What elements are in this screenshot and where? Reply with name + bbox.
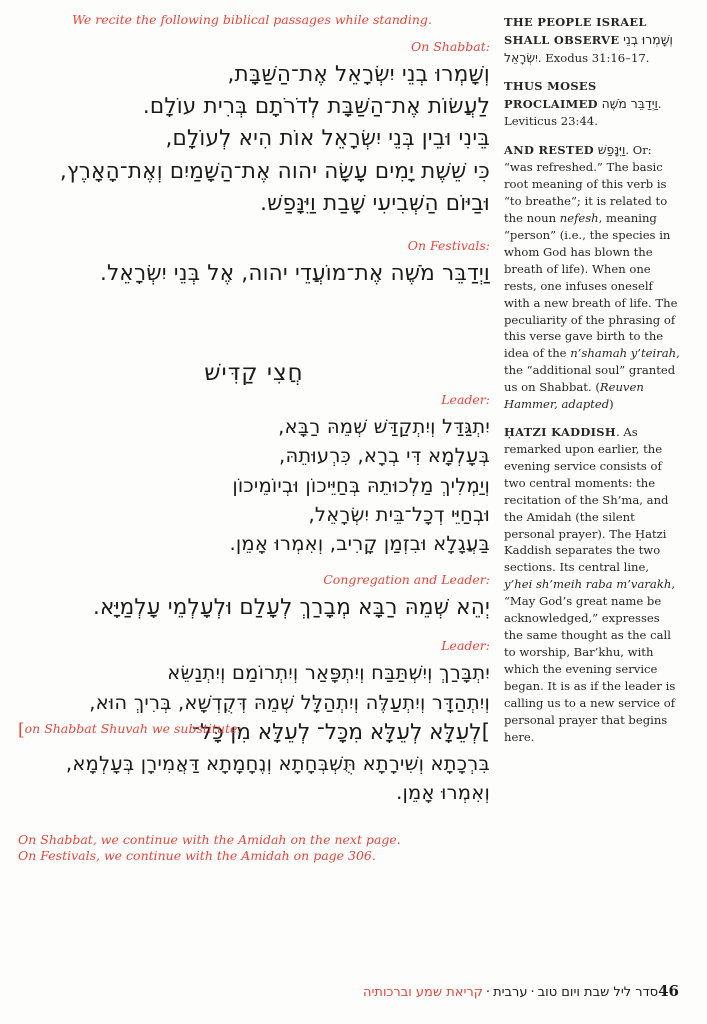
commentary-body: . Or: “was refreshed.” The basic root meaning of this verb is “to breathe”; it is related to the noun — [504, 143, 668, 225]
hebrew-line: בְּעָלְמָא דִּי בְרָא, כִּרְעוּתֵהּ, — [279, 444, 490, 468]
substitution-note-text: on Shabbat Shuvah we substitute: — [24, 720, 242, 736]
commentary-lemma: THUS MOSES PROCLAIMED — [504, 79, 598, 112]
footer-separator: · — [485, 985, 491, 1000]
substitution-hebrew-main: לְעֵלָּא מִן כָּל־ — [192, 719, 311, 745]
footer-separator: · — [530, 985, 535, 1000]
page-number: 46 — [658, 982, 679, 1000]
commentary-italic: n’shamah y’teirah — [570, 346, 677, 361]
rubric-on-festivals: On Festivals: — [407, 238, 490, 253]
hebrew-line: לַעֲשׂוֹת אֶת־הַשַּׁבָּת לְדֹרֹתָם בְּרִית עוֹלָם. — [142, 94, 490, 119]
hebrew-line: יִתְגַּדַּל וְיִתְקַדַּשׁ שְׁמֵהּ רַבָּא, — [278, 415, 490, 438]
hebrew-line: וְאִמְרוּ אָמֵן. — [396, 781, 490, 805]
hebrew-line: כִּי שֵׁשֶׁת יָמִים עָשָׂה יהוה אֶת־הַשָּׁמַיִם וְאֶת־הָאָרֶץ, — [59, 158, 490, 184]
substitution-hebrew-alt: ]לְעֵלָּא לְעֵלָּא מִכָּל־ — [317, 719, 490, 745]
rubric-congregation-and-leader: Congregation and Leader: — [323, 572, 490, 588]
closing-line: On Festivals, we continue with the Amidah on page 306. — [18, 848, 376, 864]
hebrew-line: וַיְדַבֵּר מֹשֶׁה אֶת־מוֹעֲדֵי יהוה, אֶל בְּנֵי יִשְׂרָאֵל. — [99, 260, 490, 286]
hebrew-line: וְשָׁמְרוּ בְנֵי יִשְׂרָאֵל אֶת־הַשַּׁבָּת, — [227, 61, 490, 87]
kaddish-part-3 — [18, 749, 490, 808]
shabbat-shuvah-substitution-row — [18, 717, 490, 749]
page-footer — [0, 982, 689, 1000]
commentary-body: . Exodus 31:16–17. — [537, 51, 650, 66]
commentary-entry-3 — [504, 141, 681, 413]
bracket-open: [ — [18, 719, 25, 740]
rubric-leader-1: Leader: — [441, 392, 490, 408]
commentary-entry-1 — [504, 14, 681, 67]
commentary-body: . As remarked upon earlier, the evening service consists of two central moments: the recitation of the Sh’ma, and the Amidah (the silent personal prayer). The Ḥatzi Kaddish separates the two sections. Its central line, — [504, 425, 669, 575]
commentary-column — [504, 14, 681, 757]
rubric-leader-2: Leader: — [441, 638, 490, 654]
commentary-lemma: THE PEOPLE ISRAEL SHALL OBSERVE — [504, 15, 647, 47]
hebrew-line: יְהֵא שְׁמֵהּ רַבָּא מְבָרַךְ לְעָלַם וּלְעָלְמֵי עָלְמַיָּא. — [92, 595, 490, 621]
footer-section-title: סדר ליל שבת ויום טוב — [537, 985, 659, 1000]
commentary-lemma: ḤATZI KADDISH — [504, 425, 616, 440]
commentary-italic: nefesh — [559, 210, 599, 225]
main-liturgy-column — [18, 12, 490, 865]
commentary-body: , “May God’s great name be acknowledged,” expresses the same thought as the call to worship, Bar’khu, with which the evening service began. It is as if the leader is calling us to a new service of personal prayer that begins here. — [504, 577, 676, 744]
hebrew-line: בִּרְכָתָא וְשִׁירָתָא תֻּשְׁבְּחָתָא וְנֶחָמָתָא דַּאֲמִירָן בְּעָלְמָא, — [65, 752, 490, 775]
hebrew-line: וְיַמְלִיךְ מַלְכוּתֵהּ בְּחַיֵּיכוֹן וּבְיוֹמֵיכוֹן — [232, 473, 490, 497]
vshamru-passage — [18, 59, 490, 220]
commentary-entry-2 — [504, 78, 681, 130]
commentary-italic: y’hei sh’meih raba m’varakh — [504, 577, 672, 592]
hebrew-line: וּבַיּוֹם הַשְּׁבִיעִי שָׁבַת וַיִּנָּפַשׁ. — [260, 190, 490, 216]
kaddish-part-1 — [18, 412, 490, 558]
commentary-body: , meaning “person” (i.e., the species in whom God has blown the breath of life). When one rests, one infuses oneself with a new breath of life. The peculiarity of the phrasing of this verse gave birth to the idea of the — [504, 210, 678, 361]
commentary-lemma: AND RESTED — [504, 143, 595, 158]
kaddish-part-2 — [18, 658, 490, 717]
closing-line: On Shabbat, we continue with the Amidah on the next page. — [18, 831, 401, 847]
commentary-hebrew: וַיִּנָּפַשׁ — [597, 142, 626, 158]
rubric-on-shabbat: On Shabbat: — [410, 38, 490, 54]
vaydaber-passage — [18, 258, 490, 290]
hebrew-line: יִתְבָּרַךְ וְיִשְׁתַּבַּח וְיִתְפָּאַר וְיִתְרוֹמַם וְיִתְנַשֵּׂא — [167, 661, 490, 685]
footer-service-name: ערבית — [493, 985, 528, 1000]
footer-subsection: קריאת שמע וברכותיה — [363, 985, 483, 1000]
commentary-body: ) — [609, 397, 614, 412]
closing-instructions — [18, 832, 490, 866]
commentary-italic: Reuven Hammer, adapted — [504, 380, 644, 412]
section-title-hatzi-kaddish: חֲצִי קַדִּישׁ — [204, 360, 304, 387]
hebrew-line: וּבְחַיֵּי דְכָל־בֵּית יִשְׂרָאֵל, — [308, 502, 490, 526]
substitution-note — [18, 718, 242, 744]
hebrew-line: בַּעֲגָלָא וּבִזְמַן קָרִיב, וְאִמְרוּ אָמֵן. — [229, 532, 490, 555]
commentary-body: , the “additional soul” granted us on Shabbat. ( — [504, 346, 680, 395]
commentary-hebrew: וְשָׁמְרוּ בְנֵי יִשְׂרָאֵל — [504, 31, 673, 66]
commentary-hebrew: וַיְדַבֵּר מֹשֶׁה — [601, 96, 658, 112]
commentary-entry-4 — [504, 424, 681, 746]
commentary-body: . Leviticus 23:44. — [504, 97, 662, 129]
hebrew-line: וְיִתְהַדָּר וְיִתְעַלֶּה וְיִתְהַלָּל שְׁמֵהּ דְּקֻדְשָׁא, בְּרִיךְ הוּא, — [89, 690, 490, 714]
yhei-shmeih-line — [18, 592, 490, 624]
hebrew-line: בֵּינִי וּבֵין בְּנֵי יִשְׂרָאֵל אוֹת הִיא לְעוֹלָם, — [165, 126, 490, 152]
intro-rubric: We recite the following biblical passages while standing. — [72, 12, 432, 27]
